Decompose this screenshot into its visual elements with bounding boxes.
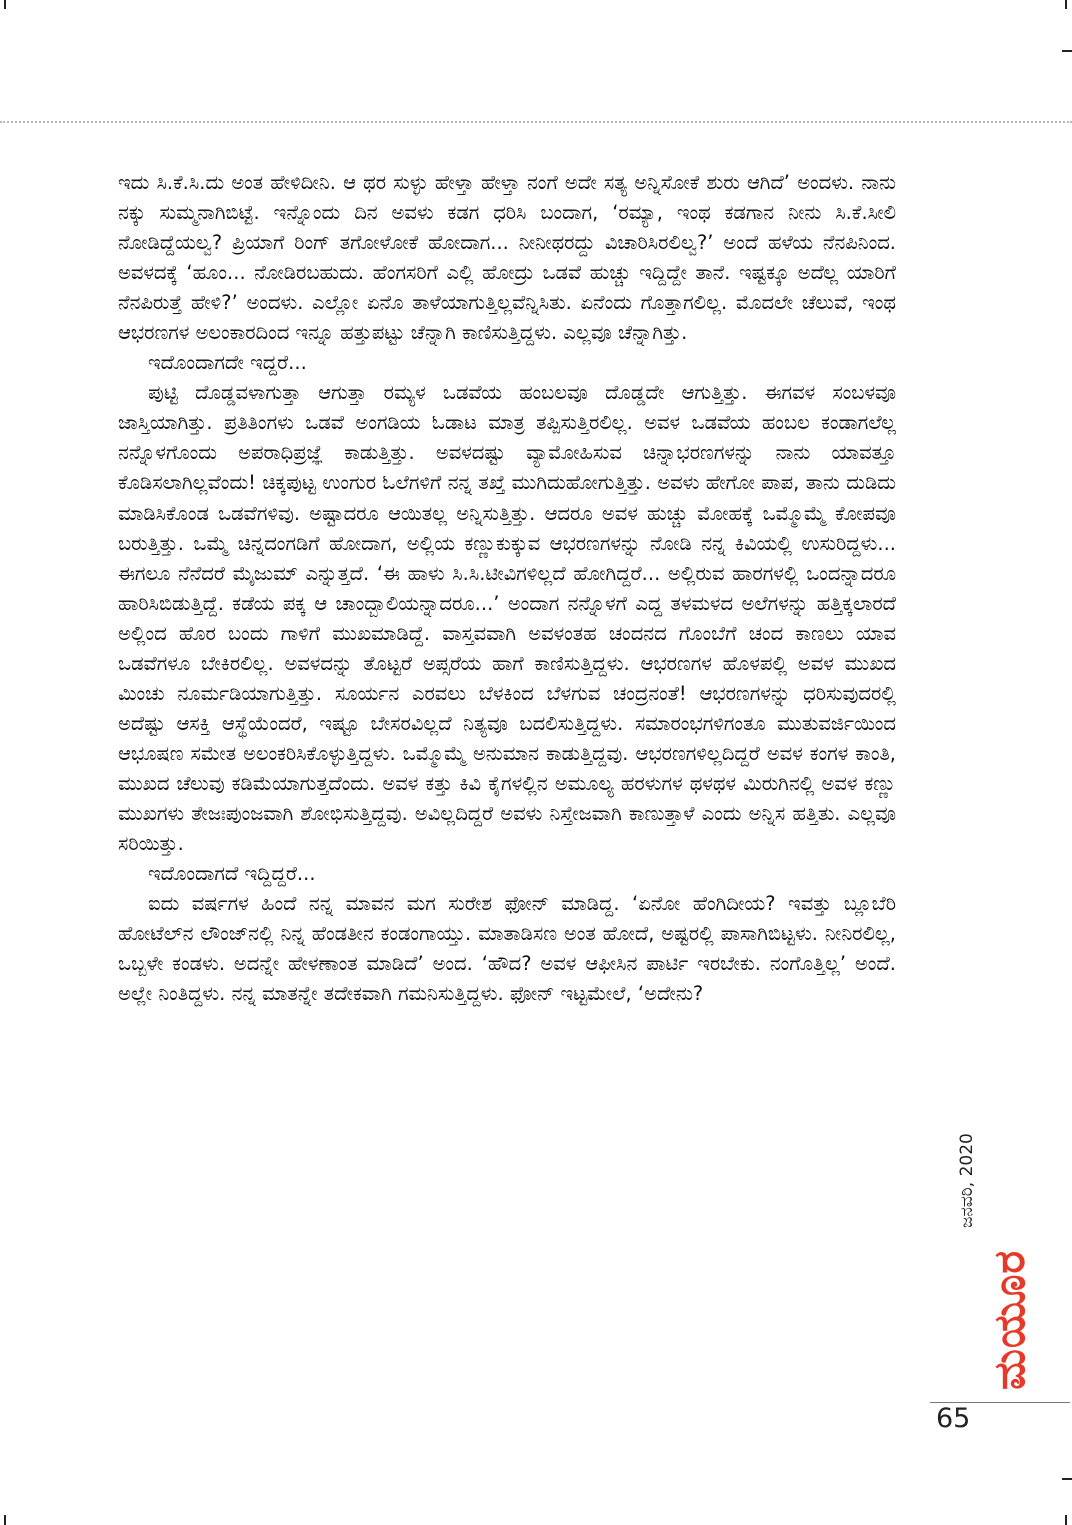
crop-mark-right-upper — [1062, 50, 1072, 52]
article-paragraph: ಇದು ಸಿ.ಕೆ.ಸಿ.ದು ಅಂತ ಹೇಳಿದೀನಿ. ಆ ಥರ ಸುಳ್ಳು ಹೇಳ್ತಾ ಹೇಳ್ತಾ ನಂಗೆ ಅದೇ ಸತ್ಯ ಅನ್ನಿಸೋಕೆ ಶುರು ಆಗಿದೆ’ ಅಂದಳು. ನಾನು ನಕ್ಕು ಸುಮ್ಮನಾಗಿಬಿಟ್ಟೆ. ಇನ್ನೊಂದು ದಿನ ಅವಳು ಕಡಗ ಧರಿಸಿ ಬಂದಾಗ, ‘ರಮ್ಯಾ, ಇಂಥ ಕಡಗಾನ ನೀನು ಸಿ.ಕೆ.ಸೀಲಿ ನೋಡಿದ್ದೆಯಲ್ವ? ಪ್ರಿಯಾಗೆ ರಿಂಗ್ ತಗೋಳೋಕೆ ಹೋದಾಗ... ನೀನೀಥರದ್ದು ವಿಚಾರಿಸಿರಲಿಲ್ವ?’ ಅಂದೆ ಹಳೆಯ ನೆನಪಿನಿಂದ. ಅವಳದಕ್ಕೆ ‘ಹೂಂ... ನೋಡಿರಬಹುದು. ಹೆಂಗಸರಿಗೆ ಎಲ್ಲಿ ಹೋದ್ರು ಒಡವೆ ಹುಚ್ಚು ಇದ್ದಿದ್ದೇ ತಾನೆ. ಇಷ್ಟಕ್ಕೂ ಅದೆಲ್ಲ ಯಾರಿಗೆ ನೆನಪಿರುತ್ತೆ ಹೇಳಿ?’ ಅಂದಳು. ಎಲ್ಲೋ ಏನೊ ತಾಳೆಯಾಗುತ್ತಿಲ್ಲವೆನ್ನಿಸಿತು. ಏನೆಂದು ಗೊತ್ತಾಗಲಿಲ್ಲ. ಮೊದಲೇ ಚೆಲುವೆ, ಇಂಥ ಆಭರಣಗಳ ಅಲಂಕಾರದಿಂದ ಇನ್ನೂ ಹತ್ತುಪಟ್ಟು ಚೆನ್ನಾಗಿ ಕಾಣಿಸುತ್ತಿದ್ದಳು. ಎಲ್ಲವೂ ಚೆನ್ನಾಗಿತ್ತು. — [118, 171, 896, 345]
issue-date: ಜನವರಿ, 2020 — [957, 1133, 977, 1228]
article-body — [118, 168, 896, 1009]
magazine-logo: ಮಯೂರ — [985, 1249, 1035, 1390]
article-paragraph-refrain: ಇದೊಂದಾಗದೆ ಇದ್ದಿದ್ದರೆ... — [148, 862, 316, 886]
header-dotted-rule — [0, 121, 1072, 123]
article-paragraph-refrain: ಇದೊಂದಾಗದೇ ಇದ್ದರೆ... — [148, 351, 307, 375]
article-paragraph: ಐದು ವರ್ಷಗಳ ಹಿಂದೆ ನನ್ನ ಮಾವನ ಮಗ ಸುರೇಶ ಫೋನ್ ಮಾಡಿದ್ದ. ‘ಏನೋ ಹೆಂಗಿದೀಯ? ಇವತ್ತು ಬ್ಲೂಬೆರಿ ಹೋಟೆಲ್‌ನ ಲೌಂಜ್‌ನಲ್ಲಿ ನಿನ್ನ ಹೆಂಡತೀನ ಕಂಡಂಗಾಯ್ತು. ಮಾತಾಡಿಸಣ ಅಂತ ಹೋದೆ, ಅಷ್ಟರಲ್ಲಿ ಪಾಸಾಗಿಬಿಟ್ಟಳು. ನೀನಿರಲಿಲ್ಲ, ಒಬ್ಬಳೇ ಕಂಡಳು. ಅದನ್ನೇ ಹೇಳಣಾಂತ ಮಾಡಿದೆ’ ಅಂದ. ‘ಹೌದ? ಅವಳ ಆಫೀಸಿನ ಪಾರ್ಟಿ ಇರಬೇಕು. ನಂಗೊತ್ತಿಲ್ಲ’ ಅಂದೆ. ಅಲ್ಲೇ ನಿಂತಿದ್ದಳು. ನನ್ನ ಮಾತನ್ನೇ ತದೇಕವಾಗಿ ಗಮನಿಸುತ್ತಿದ್ದಳು. ಫೋನ್ ಇಟ್ಟಮೇಲೆ, ‘ಅದೇನು? — [118, 892, 896, 1006]
crop-mark-top-left — [4, 0, 6, 9]
page-number: 65 — [936, 1403, 971, 1434]
crop-mark-top-right — [1065, 0, 1067, 9]
article-paragraph: ಪುಟ್ಟಿ ದೊಡ್ಡವಳಾಗುತ್ತಾ ಆಗುತ್ತಾ ರಮ್ಯಳ ಒಡವೆಯ ಹಂಬಲವೂ ದೊಡ್ಡದೇ ಆಗುತ್ತಿತ್ತು. ಈಗವಳ ಸಂಬಳವೂ ಜಾಸ್ತಿಯಾಗಿತ್ತು. ಪ್ರತಿತಿಂಗಳು ಒಡವೆ ಅಂಗಡಿಯ ಓಡಾಟ ಮಾತ್ರ ತಪ್ಪಿಸುತ್ತಿರಲಿಲ್ಲ. ಅವಳ ಒಡವೆಯ ಹಂಬಲ ಕಂಡಾಗಲೆಲ್ಲ ನನ್ನೊಳಗೊಂದು ಅಪರಾಧಿಪ್ರಜ್ಞೆ ಕಾಡುತ್ತಿತ್ತು. ಅವಳದಷ್ಟು ವ್ಯಾಮೋಹಿಸುವ ಚಿನ್ನಾಭರಣಗಳನ್ನು ನಾನು ಯಾವತ್ತೂ ಕೊಡಿಸಲಾಗಿಲ್ಲವೆಂದು! ಚಿಕ್ಕಪುಟ್ಟ ಉಂಗುರ ಓಲೆಗಳಿಗೆ ನನ್ನ ತಖ್ತೆ ಮುಗಿದುಹೋಗುತ್ತಿತ್ತು. ಅವಳು ಹೇಗೋ ಪಾಪ, ತಾನು ದುಡಿದು ಮಾಡಿಸಿಕೊಂಡ ಒಡವೆಗಳಿವು. ಅಷ್ಟಾದರೂ ಆಯಿತಲ್ಲ ಅನ್ನಿಸುತ್ತಿತ್ತು. ಆದರೂ ಅವಳ ಹುಚ್ಚು ಮೋಹಕ್ಕೆ ಒಮ್ಮೊಮ್ಮೆ ಕೋಪವೂ ಬರುತ್ತಿತ್ತು. ಒಮ್ಮೆ ಚಿನ್ನದಂಗಡಿಗೆ ಹೋದಾಗ, ಅಲ್ಲಿಯ ಕಣ್ಣುಕುಕ್ಕುವ ಆಭರಣಗಳನ್ನು ನೋಡಿ ನನ್ನ ಕಿವಿಯಲ್ಲಿ ಉಸುರಿದ್ದಳು... ಈಗಲೂ ನೆನೆದರೆ ಮೈಜುಮ್ ಎನ್ನುತ್ತದೆ. ‘ಈ ಹಾಳು ಸಿ.ಸಿ.ಟೀವಿಗಳಿಲ್ಲದೆ ಹೋಗಿದ್ದರೆ... ಅಲ್ಲಿರುವ ಹಾರಗಳಲ್ಲಿ ಒಂದನ್ನಾದರೂ ಹಾರಿಸಿಬಿಡುತ್ತಿದ್ದೆ. ಕಡೆಯ ಪಕ್ಕ ಆ ಚಾಂದ್ಬಾಲಿಯನ್ನಾದರೂ...’ ಅಂದಾಗ ನನ್ನೊಳಗೆ ಎದ್ದ ತಳಮಳದ ಅಲೆಗಳನ್ನು ಹತ್ತಿಕ್ಕಲಾರದೆ ಅಲ್ಲಿಂದ ಹೊರ ಬಂದು ಗಾಳಿಗೆ ಮುಖಮಾಡಿದ್ದೆ. ವಾಸ್ತವವಾಗಿ ಅವಳಂತಹ ಚಂದನದ ಗೊಂಬೆಗೆ ಚಂದ ಕಾಣಲು ಯಾವ ಒಡವೆಗಳೂ ಬೇಕಿರಲಿಲ್ಲ. ಅವಳದನ್ನು ತೊಟ್ಟರೆ ಅಪ್ಸರೆಯ ಹಾಗೆ ಕಾಣಿಸುತ್ತಿದ್ದಳು. ಆಭರಣಗಳ ಹೊಳಪಲ್ಲಿ ಅವಳ ಮುಖದ ಮಿಂಚು ನೂರ್ಮಡಿಯಾಗುತ್ತಿತ್ತು. ಸೂರ್ಯನ ಎರವಲು ಬೆಳಕಿಂದ ಬೆಳಗುವ ಚಂದ್ರನಂತೆ! ಆಭರಣಗಳನ್ನು ಧರಿಸುವುದರಲ್ಲಿ ಅದೆಷ್ಟು ಆಸಕ್ತಿ ಆಸ್ಥೆಯೆಂದರೆ, ಇಷ್ಟೂ ಬೇಸರವಿಲ್ಲದೆ ನಿತ್ಯವೂ ಬದಲಿಸುತ್ತಿದ್ದಳು. ಸಮಾರಂಭಗಳಿಗಂತೂ ಮುತುವರ್ಜಿಯಿಂದ ಆಭೂಷಣ ಸಮೇತ ಅಲಂಕರಿಸಿಕೊಳ್ಳುತ್ತಿದ್ದಳು. ಒಮ್ಮೊಮ್ಮೆ ಅನುಮಾನ ಕಾಡುತ್ತಿದ್ದವು. ಆಭರಣಗಳಿಲ್ಲದಿದ್ದರೆ ಅವಳ ಕಂಗಳ ಕಾಂತಿ, ಮುಖದ ಚೆಲುವು ಕಡಿಮೆಯಾಗುತ್ತದೆಂದು. ಅವಳ ಕತ್ತು ಕಿವಿ ಕೈಗಳಲ್ಲಿನ ಅಮೂಲ್ಯ ಹರಳುಗಳ ಥಳಥಳ ಮಿರುಗಿನಲ್ಲಿ ಅವಳ ಕಣ್ಣು ಮುಖಗಳು ತೇಜಃಪುಂಜವಾಗಿ ಶೋಭಿಸುತ್ತಿದ್ದವು. ಅವಿಲ್ಲದಿದ್ದರೆ ಅವಳು ನಿಸ್ತೇಜವಾಗಿ ಕಾಣುತ್ತಾಳೆ ಎಂದು ಅನ್ನಿಸ ಹತ್ತಿತು. ಎಲ್ಲವೂ ಸರಿಯಿತ್ತು. — [118, 381, 896, 856]
crop-mark-bottom-right — [1065, 1515, 1067, 1525]
crop-mark-bottom-left — [4, 1515, 6, 1525]
crop-mark-right-lower — [1062, 1478, 1072, 1480]
